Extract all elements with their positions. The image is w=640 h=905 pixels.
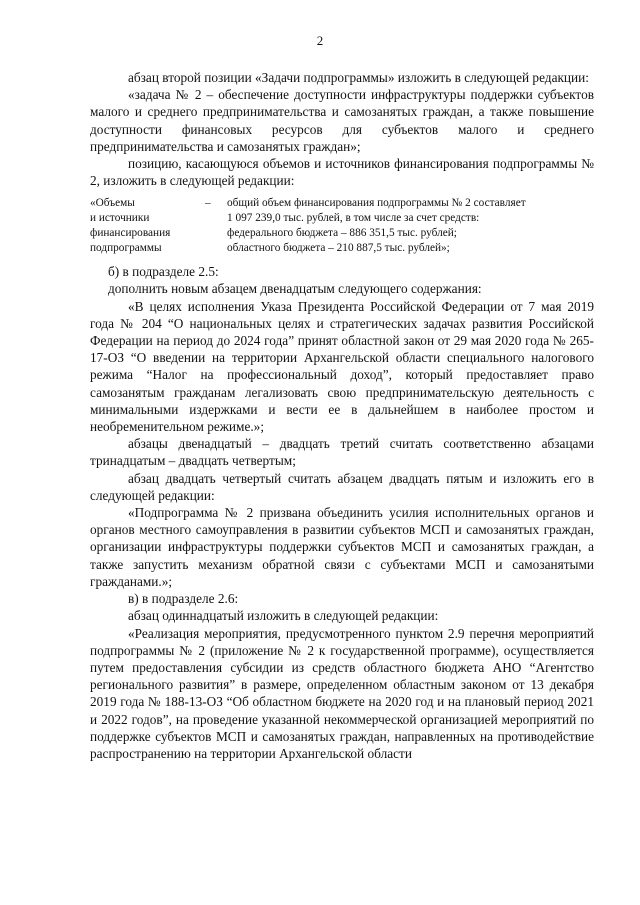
paragraph-3: позицию, касающуюся объемов и источников финансирования подпрограммы № 2, изложить в следующей редакции: [90,156,594,189]
financing-value-line: федерального бюджета – 886 351,5 тыс. рублей; [227,226,457,239]
financing-label [90,196,205,255]
financing-label-line: «Объемы [90,197,135,210]
paragraph-5: дополнить новым абзацем двенадцатым следующего содержания: [108,281,482,297]
paragraph-1: абзац второй позиции «Задачи подпрограммы» изложить в следующей редакции: [128,70,589,85]
financing-label-line: и источники [90,212,150,225]
paragraph-11: абзац одиннадцатый изложить в следующей редакции: [128,608,439,624]
paragraph-4: б) в подразделе 2.5: [108,264,219,280]
paragraph-8: абзац двадцать четвертый считать абзацем двадцать пятым и изложить его в следующей редакции: [90,470,594,503]
paragraph-10: в) в подразделе 2.6: [128,591,239,607]
paragraph-12: «Реализация мероприятия, предусмотренного пунктом 2.9 перечня мероприятий подпрограммы № 2 (приложение № 2 к государственной программе), осуществляется путем предоставления субсидии из средств областного бюджета АНО “Агентство регионального развития” в размере, определенном областным законом от 13 декабря 2019 года № 188-13-ОЗ “Об областном бюджете на 2020 год и на плановый период 2021 и 2022 годов”, на проведение указанной некоммерческой организацией мероприятий по поддержке субъектов МСП и самозанятых граждан, направленных на противодействие распространению на территории Архангельской области [90,625,594,761]
financing-dash: – [205,197,211,210]
document-body [90,69,594,762]
paragraph-6: «В целях исполнения Указа Президента Российской Федерации от 7 мая 2019 года № 204 “О национальных целях и стратегических задачах развития Российской Федерации на период до 2024 года” принят областной закон от 29 мая 2020 года № 265-17-ОЗ “О введении на территории Архангельской области специального налогового режима “Налог на профессиональный доход”, который предоставляет право самозанятым гражданам легализовать свою предпринимательскую деятельность с минимальными издержками и вести ее в дальнейшем в наиболее простом и необременительном режиме.»; [90,298,594,435]
financing-value [227,196,594,255]
financing-table [90,196,594,255]
financing-value-line: общий объем финансирования подпрограммы № 2 составляет [227,197,526,210]
financing-value-line: 1 097 239,0 тыс. рублей, в том числе за счет средств: [227,212,480,225]
paragraph-9: «Подпрограмма № 2 призвана объединить усилия исполнительных органов и органов местного самоуправления в развитии субъектов МСП и самозанятых граждан, организации инфраструктуры поддержки субъектов МСП и самозанятых граждан, а также запустить механизм обратной связи с субъектами МСП и самозанятыми гражданами.»; [90,505,594,589]
financing-value-line: областного бюджета – 210 887,5 тыс. рублей»; [227,241,450,254]
financing-label-line: финансирования [90,226,171,239]
page-number: 2 [316,33,324,48]
financing-label-line: подпрограммы [90,241,162,254]
paragraph-2: «задача № 2 – обеспечение доступности инфраструктуры поддержки субъектов малого и среднего предпринимательства и самозанятых граждан, а также повышение доступности финансовых ресурсов для субъектов малого и среднего предпринимательства и самозанятых граждан»; [90,87,594,154]
paragraph-7: абзацы двенадцатый – двадцать третий считать соответственно абзацами тринадцатым – двадцать четвертым; [90,436,594,469]
